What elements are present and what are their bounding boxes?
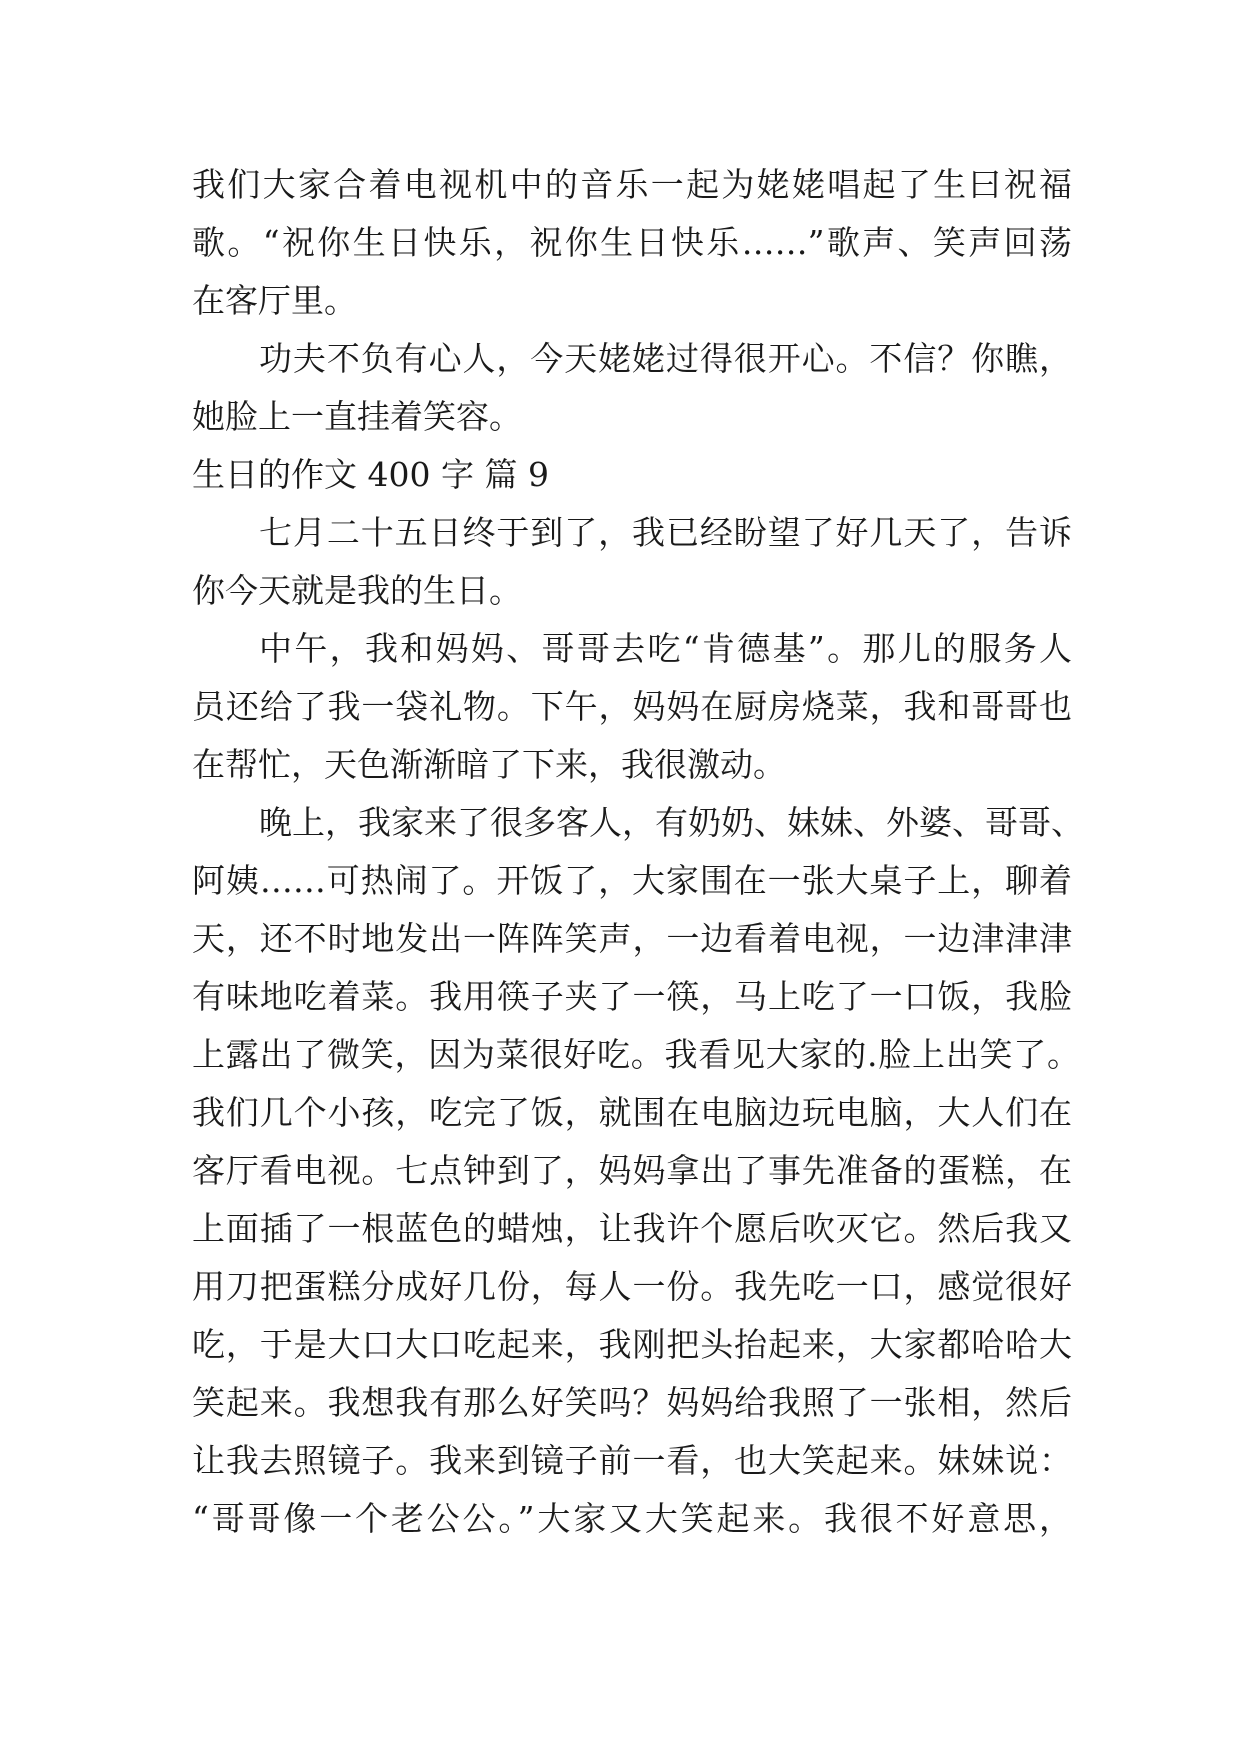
text-line: 用刀把蛋糕分成好几份，每人一份。我先吃一口，感觉很好 (192, 1267, 1072, 1306)
text-line: 我们大家合着电视机中的音乐一起为姥姥唱起了生曰祝福 (192, 165, 1072, 204)
section-heading: 生日的作文 400 字 篇 9 (192, 455, 549, 494)
text-line: 你今天就是我的生日。 (192, 571, 522, 610)
text-line: 七月二十五日终于到了，我已经盼望了好几天了，告诉 (259, 513, 1072, 552)
text-line: 在帮忙，天色渐渐暗了下来，我很激动。 (192, 745, 786, 784)
text-line: 中午，我和妈妈、哥哥去吃“肯德基”。那儿的服务人 (259, 629, 1072, 668)
text-line: 在客厅里。 (192, 281, 357, 320)
text-line: 歌。“祝你生日快乐，祝你生日快乐……”歌声、笑声回荡 (192, 223, 1072, 262)
text-line: 客厅看电视。七点钟到了，妈妈拿出了事先准备的蛋糕，在 (192, 1151, 1072, 1190)
text-line: 我们几个小孩，吃完了饭，就围在电脑边玩电脑，大人们在 (192, 1093, 1072, 1132)
text-line: “哥哥像一个老公公。”大家又大笑起来。我很不好意思， (192, 1499, 1072, 1538)
text-line: 上露出了微笑，因为菜很好吃。我看见大家的.脸上出笑了。 (192, 1035, 1080, 1074)
text-line: 上面插了一根蓝色的蜡烛，让我许个愿后吹灭它。然后我又 (192, 1209, 1072, 1248)
text-line: 晚上，我家来了很多客人，有奶奶、妹妹、外婆、哥哥、 (259, 803, 1084, 842)
text-line: 功夫不负有心人，今天姥姥过得很开心。不信？你瞧， (259, 339, 1072, 378)
text-line: 她脸上一直挂着笑容。 (192, 397, 522, 436)
text-line: 阿姨……可热闹了。开饭了，大家围在一张大桌子上，聊着 (192, 861, 1072, 900)
text-line: 吃，于是大口大口吃起来，我刚把头抬起来，大家都哈哈大 (192, 1325, 1072, 1364)
text-line: 天，还不时地发出一阵阵笑声，一边看着电视，一边津津津 (192, 919, 1072, 958)
text-line: 让我去照镜子。我来到镜子前一看，也大笑起来。妹妹说： (192, 1441, 1072, 1480)
text-line: 笑起来。我想我有那么好笑吗？妈妈给我照了一张相，然后 (192, 1383, 1072, 1422)
text-line: 有味地吃着菜。我用筷子夹了一筷，马上吃了一口饭，我脸 (192, 977, 1072, 1016)
text-line: 员还给了我一袋礼物。下午，妈妈在厨房烧菜，我和哥哥也 (192, 687, 1072, 726)
